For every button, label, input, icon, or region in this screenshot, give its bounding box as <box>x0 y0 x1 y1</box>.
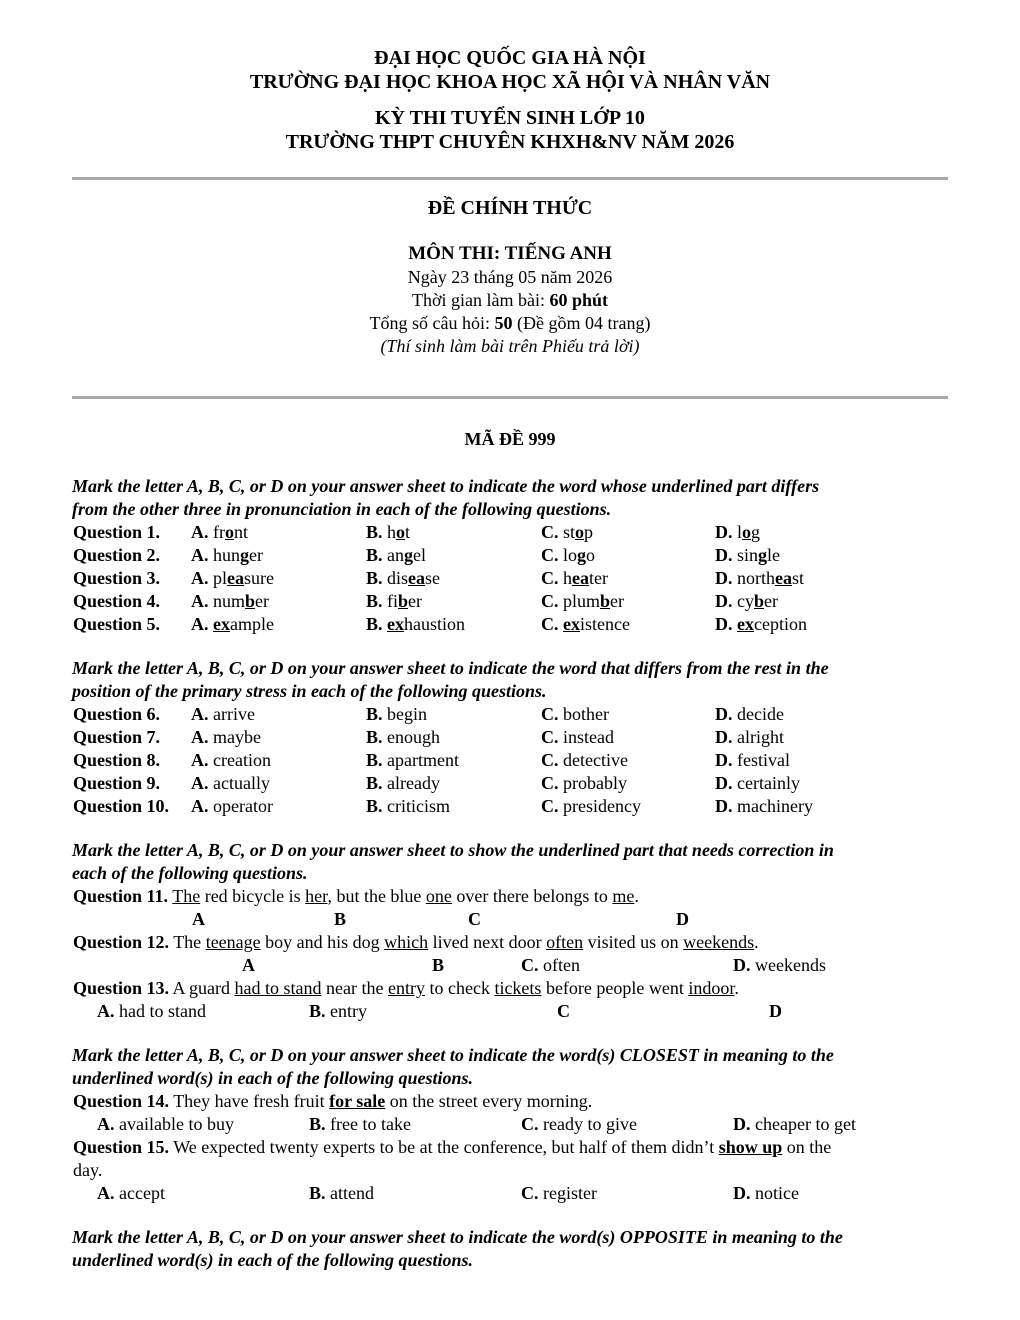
option-d: D. notice <box>733 1183 799 1203</box>
question-row: Question 7. A. maybe B. enough C. instead D. alright <box>73 727 784 747</box>
option-b: B. entry <box>309 1001 367 1021</box>
option-b: B. free to take <box>309 1114 411 1134</box>
section-instruction: Mark the letter A, B, C, or D on your answer sheet to indicate the word whose underlined part differs from the other three in pronunciation in each of the following questions. <box>72 476 820 519</box>
exam-title: KỲ THI TUYỂN SINH LỚP 10 <box>375 107 645 129</box>
exam-date: Ngày 23 tháng 05 năm 2026 <box>407 267 613 287</box>
option-c: C. register <box>521 1183 597 1203</box>
university-name: ĐẠI HỌC QUỐC GIA HÀ NỘI <box>374 47 646 69</box>
exam-code: MÃ ĐỀ 999 <box>464 429 556 449</box>
option-d: D. weekends <box>733 955 826 975</box>
question-row: Question 1. A. front B. hot C. stop D. log <box>73 522 761 542</box>
question-row: Question 6. A. arrive B. begin C. bother D. decide <box>73 704 784 724</box>
question-14: Question 14. They have fresh fruit for sale on the street every morning. <box>73 1091 593 1111</box>
official-label: ĐỀ CHÍNH THỨC <box>427 197 593 219</box>
option-a: A. accept <box>97 1183 165 1203</box>
question-11: Question 11. The red bicycle is her, but the blue one over there belongs to me. <box>73 886 639 906</box>
exam-duration: Thời gian làm bài: 60 phút <box>411 290 609 310</box>
option-letter: A <box>192 909 205 929</box>
exam-note: (Thí sinh làm bài trên Phiếu trả lời) <box>380 336 640 356</box>
section-instruction: Mark the letter A, B, C, or D on your answer sheet to indicate the word that differs from the rest in the position of the primary stress in each of the following questions. <box>72 658 829 701</box>
question-row: Question 9. A. actually B. already C. probably D. certainly <box>73 773 800 793</box>
section-instruction: Mark the letter A, B, C, or D on your answer sheet to indicate the word(s) CLOSEST in meaning to the underlined word(s) in each of the following questions. <box>72 1045 834 1088</box>
option-letter: D <box>769 1001 782 1021</box>
option-letter: B <box>432 955 445 975</box>
question-row: Question 4. A. number B. fiber C. plumber D. cyber <box>73 591 778 611</box>
option-letter: C <box>557 1001 570 1021</box>
question-row: Question 2. A. hunger B. angel C. logo D. single <box>73 545 781 565</box>
divider-bottom <box>72 396 948 399</box>
section-instruction: Mark the letter A, B, C, or D on your answer sheet to show the underlined part that needs correction in each of the following questions. <box>72 840 834 883</box>
question-row: Question 8. A. creation B. apartment C. detective D. festival <box>73 750 790 770</box>
question-row: Question 5. A. example B. exhaustion C. existence D. exception <box>73 614 807 634</box>
question-15-continued: day. <box>73 1160 103 1180</box>
section-instruction: Mark the letter A, B, C, or D on your answer sheet to indicate the word(s) OPPOSITE in meaning to the underlined word(s) in each of the following questions. <box>72 1227 843 1270</box>
option-d: D. cheaper to get <box>733 1114 856 1134</box>
question-row: Question 3. A. pleasure B. disease C. heater D. northeast <box>73 568 805 588</box>
option-c: C. ready to give <box>521 1114 637 1134</box>
faculty-name: TRƯỜNG ĐẠI HỌC KHOA HỌC XÃ HỘI VÀ NHÂN VĂN <box>249 71 771 93</box>
question-count: Tổng số câu hỏi: 50 (Đề gồm 04 trang) <box>369 313 651 333</box>
school-title: TRƯỜNG THPT CHUYÊN KHXH&NV NĂM 2026 <box>285 131 735 153</box>
option-a: A. available to buy <box>97 1114 234 1134</box>
divider-top <box>72 177 948 180</box>
option-letter: D <box>676 909 689 929</box>
option-b: B. attend <box>309 1183 374 1203</box>
option-letter: C <box>468 909 481 929</box>
question-12: Question 12. The teenage boy and his dog which lived next door often visited us on weekends. <box>73 932 759 952</box>
question-row: Question 10. A. operator B. criticism C. presidency D. machinery <box>73 796 813 816</box>
option-a: A. had to stand <box>97 1001 206 1021</box>
question-13: Question 13. A guard had to stand near the entry to check tickets before people went indoor. <box>73 978 739 998</box>
subject-label: MÔN THI: TIẾNG ANH <box>408 243 612 264</box>
option-letter: A <box>242 955 255 975</box>
question-15: Question 15. We expected twenty experts to be at the conference, but half of them didn’t show up on the <box>73 1137 832 1157</box>
option-letter: B <box>334 909 347 929</box>
option-c: C. often <box>521 955 580 975</box>
